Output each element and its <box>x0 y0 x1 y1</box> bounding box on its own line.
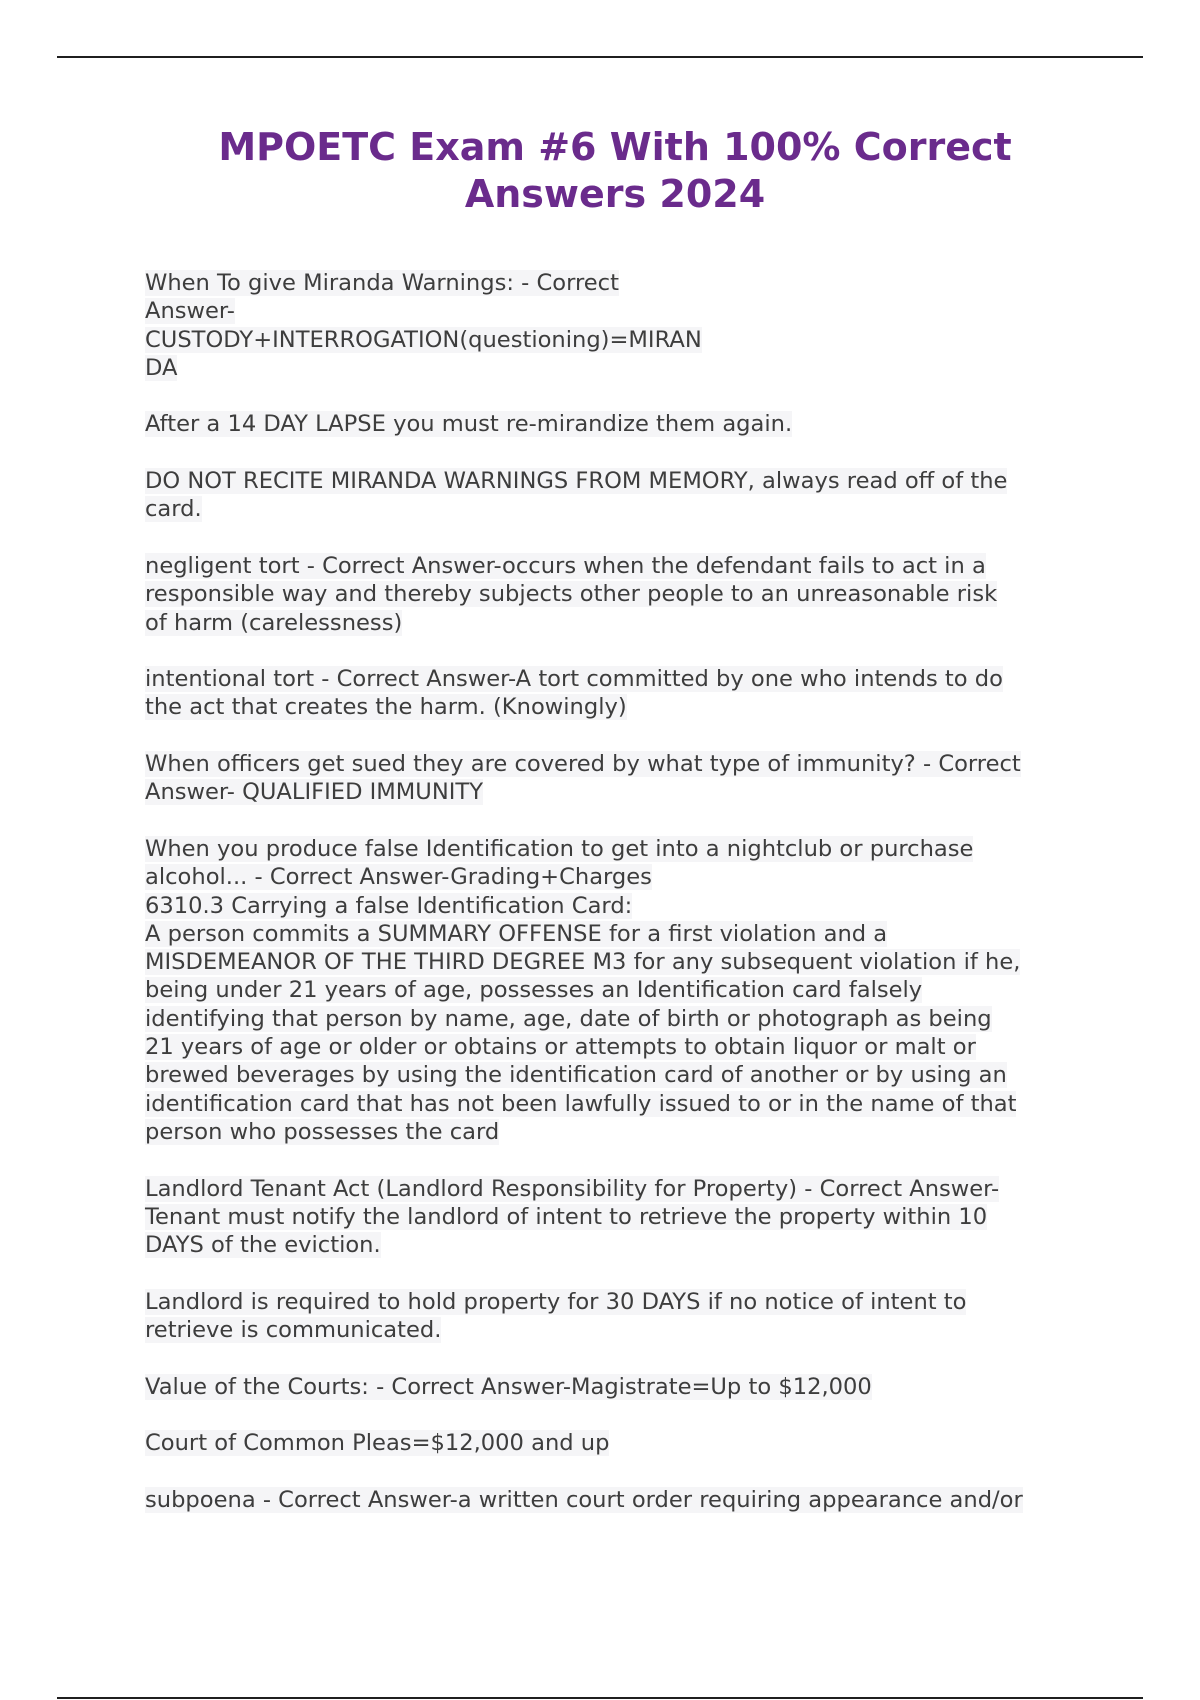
qa-paragraph <box>145 269 1105 382</box>
text-line-content: Answer- <box>145 298 235 325</box>
text-line-content: Landlord is required to hold property for 30 DAYS if no notice of intent to <box>145 1288 967 1315</box>
text-line <box>145 1316 1105 1344</box>
text-line-content: intentional tort - Correct Answer-A tort committed by one who intends to do <box>145 666 1003 693</box>
text-line <box>145 1005 1105 1033</box>
text-line <box>145 892 1105 920</box>
text-line <box>145 1061 1105 1089</box>
text-line <box>145 467 1105 495</box>
text-line <box>145 269 1105 297</box>
text-line-content: CUSTODY+INTERROGATION(questioning)=MIRAN <box>145 326 702 353</box>
text-line-content: the act that creates the harm. (Knowingly) <box>145 694 627 721</box>
title-line: Answers 2024 <box>464 172 766 216</box>
text-line-content: Answer- QUALIFIED IMMUNITY <box>145 779 484 806</box>
text-line <box>145 495 1105 523</box>
text-line <box>145 1231 1105 1259</box>
text-line <box>145 580 1105 608</box>
text-line <box>145 326 1105 354</box>
text-line <box>145 354 1105 382</box>
text-line <box>145 976 1105 1004</box>
text-line-content: being under 21 years of age, possesses an Identification card falsely <box>145 977 923 1004</box>
qa-paragraph <box>145 410 1105 438</box>
document-title <box>150 124 1080 218</box>
text-line-content: DA <box>145 354 178 381</box>
text-line <box>145 948 1105 976</box>
text-line-content: Landlord Tenant Act (Landlord Responsibility for Property) - Correct Answer- <box>145 1175 1000 1202</box>
text-line-content: A person commits a SUMMARY OFFENSE for a first violation and a <box>145 920 888 947</box>
text-line-content: When you produce false Identification to get into a nightclub or purchase <box>145 835 974 862</box>
text-line <box>145 1203 1105 1231</box>
text-line <box>145 1373 1105 1401</box>
top-rule <box>57 56 1143 58</box>
text-line <box>145 835 1105 863</box>
text-line <box>145 410 1105 438</box>
text-line-content: of harm (carelessness) <box>145 609 403 636</box>
text-line-content: subpoena - Correct Answer-a written court order requiring appearance and/or <box>145 1486 1023 1513</box>
text-line <box>145 297 1105 325</box>
qa-paragraph <box>145 1175 1105 1260</box>
bottom-rule <box>57 1697 1143 1699</box>
title-line: MPOETC Exam #6 With 100% Correct <box>218 125 1012 169</box>
text-line <box>145 1486 1105 1514</box>
text-line <box>145 750 1105 778</box>
text-line <box>145 1090 1105 1118</box>
text-line <box>145 778 1105 806</box>
text-line-content: identifying that person by name, age, date of birth or photograph as being <box>145 1005 992 1032</box>
text-line <box>145 1288 1105 1316</box>
text-line-content: When To give Miranda Warnings: - Correct <box>145 270 619 296</box>
text-line-content: When officers get sued they are covered by what type of immunity? - Correct <box>145 751 1021 778</box>
text-line <box>145 863 1105 891</box>
text-line-content: brewed beverages by using the identification card of another or by using an <box>145 1062 1007 1089</box>
text-line-content: alcohol... - Correct Answer-Grading+Charges <box>145 864 652 891</box>
text-line <box>145 1429 1105 1457</box>
qa-paragraph <box>145 835 1105 1146</box>
text-line-content: responsible way and thereby subjects other people to an unreasonable risk <box>145 581 998 608</box>
text-line-content: retrieve is communicated. <box>145 1316 442 1343</box>
text-line-content: DO NOT RECITE MIRANDA WARNINGS FROM MEMORY, always read off of the <box>145 468 1008 495</box>
text-line-content: card. <box>145 496 202 523</box>
text-line-content: 6310.3 Carrying a false Identification Card: <box>145 892 633 919</box>
qa-paragraph <box>145 552 1105 637</box>
qa-paragraph <box>145 467 1105 524</box>
qa-paragraph <box>145 1429 1105 1457</box>
text-line <box>145 920 1105 948</box>
qa-paragraph <box>145 665 1105 722</box>
text-line <box>145 693 1105 721</box>
text-line-content: Court of Common Pleas=$12,000 and up <box>145 1430 610 1457</box>
text-line-content: After a 14 DAY LAPSE you must re-mirandize them again. <box>145 411 793 438</box>
text-line-content: Value of the Courts: - Correct Answer-Magistrate=Up to $12,000 <box>145 1373 872 1400</box>
text-line-content: MISDEMEANOR OF THE THIRD DEGREE M3 for any subsequent violation if he, <box>145 949 1021 976</box>
text-line <box>145 609 1105 637</box>
text-line-content: person who possesses the card <box>145 1118 500 1145</box>
text-line-content: DAYS of the eviction. <box>145 1232 381 1259</box>
text-line <box>145 1175 1105 1203</box>
text-line <box>145 665 1105 693</box>
qa-paragraph <box>145 1288 1105 1345</box>
qa-paragraph <box>145 750 1105 807</box>
document-body <box>145 269 1105 1542</box>
text-line-content: identification card that has not been lawfully issued to or in the name of that <box>145 1090 1017 1117</box>
qa-paragraph <box>145 1486 1105 1514</box>
text-line <box>145 1118 1105 1146</box>
text-line-content: Tenant must notify the landlord of intent to retrieve the property within 10 <box>145 1203 988 1230</box>
text-line-content: negligent tort - Correct Answer-occurs when the defendant fails to act in a <box>145 552 986 579</box>
text-line-content: 21 years of age or older or obtains or attempts to obtain liquor or malt or <box>145 1034 976 1061</box>
text-line <box>145 1033 1105 1061</box>
text-line <box>145 552 1105 580</box>
qa-paragraph <box>145 1373 1105 1401</box>
